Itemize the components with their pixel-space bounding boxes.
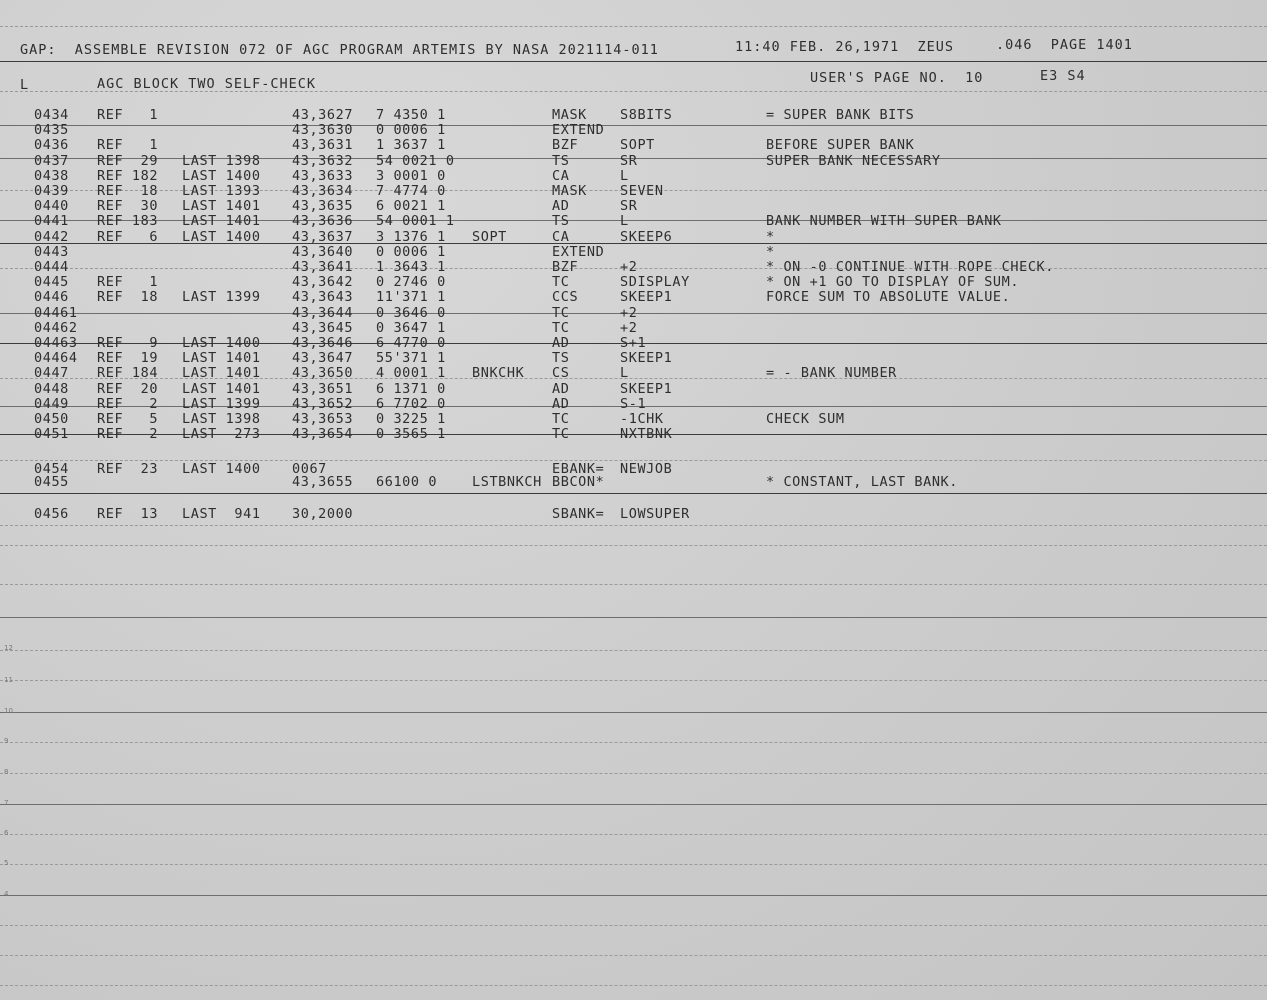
opcode: TC xyxy=(552,319,570,336)
ref-count: REF 1 xyxy=(97,107,159,123)
last-ref: LAST 1398 xyxy=(182,411,261,427)
comment: BANK NUMBER WITH SUPER BANK xyxy=(766,213,1002,230)
opcode: EXTEND xyxy=(552,122,605,139)
opcode: AD xyxy=(552,335,570,351)
line-number: 0443 xyxy=(34,243,69,260)
line-number: 0456 xyxy=(34,506,69,522)
address: 43,3651 xyxy=(292,380,354,397)
opcode: AD xyxy=(552,395,570,412)
address: 43,3644 xyxy=(292,304,354,321)
operand: +2 xyxy=(620,304,638,321)
operand: NXTBNK xyxy=(620,426,673,443)
address: 43,3654 xyxy=(292,426,354,443)
last-ref: LAST 1401 xyxy=(182,213,261,230)
ref-count: REF 13 xyxy=(97,506,159,522)
section-title: AGC BLOCK TWO SELF-CHECK xyxy=(97,76,317,92)
operand: L xyxy=(620,167,629,184)
opcode: TC xyxy=(552,274,570,291)
comment: BEFORE SUPER BANK xyxy=(766,137,915,154)
margin-number: 8 xyxy=(4,768,9,776)
line-number: 0434 xyxy=(34,107,69,123)
opcode: TC xyxy=(552,304,570,321)
operand: NEWJOB xyxy=(620,461,673,477)
margin-number: 6 xyxy=(4,829,9,837)
page-number: .046 PAGE 1401 xyxy=(996,37,1133,53)
object-code: 0 3646 0 xyxy=(376,304,446,321)
line-number: 0441 xyxy=(34,213,69,230)
ref-count: REF 18 xyxy=(97,183,159,199)
opcode: TS xyxy=(552,213,570,230)
address: 43,3637 xyxy=(292,228,354,245)
last-ref: LAST 1393 xyxy=(182,183,261,199)
address: 43,3650 xyxy=(292,365,354,382)
address: 43,3635 xyxy=(292,198,354,215)
line-number: 0454 xyxy=(34,461,69,477)
line-number: 0449 xyxy=(34,395,69,412)
operand: +2 xyxy=(620,259,638,275)
object-code: 6 4770 0 xyxy=(376,335,446,351)
address: 43,3631 xyxy=(292,137,354,154)
object-code: 3 0001 0 xyxy=(376,167,446,184)
opcode: CCS xyxy=(552,289,579,306)
object-code: 0 0006 1 xyxy=(376,122,446,139)
margin-number: 7 xyxy=(4,799,9,807)
last-ref: LAST 1399 xyxy=(182,289,261,306)
margin-number: 5 xyxy=(4,859,9,867)
opcode: SBANK= xyxy=(552,506,605,522)
line-number: 0450 xyxy=(34,411,69,427)
line-number: 0451 xyxy=(34,426,69,443)
comment: * ON -0 CONTINUE WITH ROPE CHECK. xyxy=(766,259,1055,275)
assembly-header: GAP: ASSEMBLE REVISION 072 OF AGC PROGRAM ARTEMIS BY NASA 2021114-011 xyxy=(20,42,659,58)
operand: SR xyxy=(620,152,638,169)
comment: * ON +1 GO TO DISPLAY OF SUM. xyxy=(766,274,1020,291)
operand: SDISPLAY xyxy=(620,274,690,291)
ref-count: REF 2 xyxy=(97,426,159,443)
opcode: BBCON* xyxy=(552,474,605,490)
line-number: 0435 xyxy=(34,122,69,139)
comment: * xyxy=(766,228,775,245)
last-ref: LAST 1401 xyxy=(182,365,261,382)
comment: = - BANK NUMBER xyxy=(766,365,897,382)
opcode: BZF xyxy=(552,137,579,154)
object-code: 7 4350 1 xyxy=(376,107,446,123)
margin-number: 10 xyxy=(4,707,13,715)
line-number: 0436 xyxy=(34,137,69,154)
object-code: 55'371 1 xyxy=(376,350,446,367)
operand: L xyxy=(620,213,629,230)
ref-count: REF 5 xyxy=(97,411,159,427)
ref-count: REF 20 xyxy=(97,380,159,397)
operand: L xyxy=(620,365,629,382)
operand: +2 xyxy=(620,319,638,336)
last-ref: LAST 1400 xyxy=(182,335,261,351)
object-code: 6 0021 1 xyxy=(376,198,446,215)
line-number: 0440 xyxy=(34,198,69,215)
object-code: 0 2746 0 xyxy=(376,274,446,291)
line-number: 0447 xyxy=(34,365,69,382)
line-number: 0439 xyxy=(34,183,69,199)
address: 43,3645 xyxy=(292,319,354,336)
address: 43,3646 xyxy=(292,335,354,351)
line-number: 04462 xyxy=(34,319,78,336)
object-code: 0 0006 1 xyxy=(376,243,446,260)
last-ref: LAST 941 xyxy=(182,506,261,522)
object-code: 1 3637 1 xyxy=(376,137,446,154)
last-ref: LAST 1400 xyxy=(182,461,261,477)
opcode: TC xyxy=(552,411,570,427)
address: 43,3653 xyxy=(292,411,354,427)
line-number: 0442 xyxy=(34,228,69,245)
address: 43,3633 xyxy=(292,167,354,184)
line-number: 0438 xyxy=(34,167,69,184)
operand: SEVEN xyxy=(620,183,664,199)
operand: LOWSUPER xyxy=(620,506,690,522)
operand: -1CHK xyxy=(620,411,664,427)
object-code: 0 3647 1 xyxy=(376,319,446,336)
object-code: 0 3225 1 xyxy=(376,411,446,427)
symbol-label: BNKCHK xyxy=(472,365,525,382)
listing-mark: L xyxy=(20,77,30,93)
opcode: TS xyxy=(552,152,570,169)
margin-number: 12 xyxy=(4,644,13,652)
comment: FORCE SUM TO ABSOLUTE VALUE. xyxy=(766,289,1011,306)
line-number: 0446 xyxy=(34,289,69,306)
last-ref: LAST 1400 xyxy=(182,228,261,245)
timestamp: 11:40 FEB. 26,1971 ZEUS xyxy=(735,39,955,55)
line-number: 04461 xyxy=(34,304,78,321)
address: 30,2000 xyxy=(292,506,354,522)
comment: * xyxy=(766,243,775,260)
ref-count: REF 18 xyxy=(97,289,159,306)
last-ref: LAST 1401 xyxy=(182,380,261,397)
operand: SKEEP1 xyxy=(620,289,673,306)
address: 43,3632 xyxy=(292,152,354,169)
line-number: 0448 xyxy=(34,380,69,397)
opcode: MASK xyxy=(552,183,587,199)
line-number: 0444 xyxy=(34,259,69,275)
margin-number: 11 xyxy=(4,676,13,684)
line-number: 0455 xyxy=(34,474,69,490)
margin-number: 9 xyxy=(4,737,9,745)
address: 43,3643 xyxy=(292,289,354,306)
ref-count: REF 1 xyxy=(97,137,159,154)
address: 43,3652 xyxy=(292,395,354,412)
opcode: AD xyxy=(552,380,570,397)
ref-count: REF 30 xyxy=(97,198,159,215)
object-code: 54 0001 1 xyxy=(376,213,455,230)
object-code: 11'371 1 xyxy=(376,289,446,306)
object-code: 6 1371 0 xyxy=(376,380,446,397)
ref-count: REF 29 xyxy=(97,152,159,169)
object-code: 3 1376 1 xyxy=(376,228,446,245)
address: 43,3630 xyxy=(292,122,354,139)
opcode: TC xyxy=(552,426,570,443)
address: 43,3642 xyxy=(292,274,354,291)
opcode: EBANK= xyxy=(552,461,605,477)
operand: SKEEP1 xyxy=(620,350,673,367)
opcode: CA xyxy=(552,167,570,184)
last-ref: LAST 1399 xyxy=(182,395,261,412)
ref-count: REF 6 xyxy=(97,228,159,245)
opcode: TS xyxy=(552,350,570,367)
object-code: 54 0021 0 xyxy=(376,152,455,169)
address: 43,3641 xyxy=(292,259,354,275)
comment: * CONSTANT, LAST BANK. xyxy=(766,474,959,490)
object-code: 6 7702 0 xyxy=(376,395,446,412)
last-ref: LAST 1398 xyxy=(182,152,261,169)
section-code: E3 S4 xyxy=(1040,68,1086,84)
operand: S8BITS xyxy=(620,107,673,123)
operand: SOPT xyxy=(620,137,655,154)
address: 43,3640 xyxy=(292,243,354,260)
last-ref: LAST 1400 xyxy=(182,167,261,184)
object-code: 1 3643 1 xyxy=(376,259,446,275)
comment: CHECK SUM xyxy=(766,411,845,427)
ref-count: REF 1 xyxy=(97,274,159,291)
ref-count: REF 184 xyxy=(97,365,159,382)
comment: SUPER BANK NECESSARY xyxy=(766,152,941,169)
operand: SR xyxy=(620,198,638,215)
comment: = SUPER BANK BITS xyxy=(766,107,915,123)
address: 43,3634 xyxy=(292,183,354,199)
opcode: MASK xyxy=(552,107,587,123)
symbol-label: LSTBNKCH xyxy=(472,474,542,490)
line-number: 0445 xyxy=(34,274,69,291)
line-number: 04464 xyxy=(34,350,78,367)
last-ref: LAST 273 xyxy=(182,426,261,443)
opcode: CS xyxy=(552,365,570,382)
line-number: 0437 xyxy=(34,152,69,169)
operand: S+1 xyxy=(620,335,647,351)
ref-count: REF 182 xyxy=(97,167,159,184)
opcode: AD xyxy=(552,198,570,215)
last-ref: LAST 1401 xyxy=(182,198,261,215)
address: 43,3627 xyxy=(292,107,354,123)
symbol-label: SOPT xyxy=(472,228,507,245)
opcode: CA xyxy=(552,228,570,245)
ref-count: REF 19 xyxy=(97,350,159,367)
object-code: 66100 0 xyxy=(376,474,438,490)
ref-count: REF 183 xyxy=(97,213,159,230)
object-code: 7 4774 0 xyxy=(376,183,446,199)
operand: SKEEP6 xyxy=(620,228,673,245)
object-code: 0 3565 1 xyxy=(376,426,446,443)
opcode: EXTEND xyxy=(552,243,605,260)
address: 0067 xyxy=(292,461,327,477)
address: 43,3636 xyxy=(292,213,354,230)
line-number: 04463 xyxy=(34,335,78,351)
object-code: 4 0001 1 xyxy=(376,365,446,382)
address: 43,3655 xyxy=(292,474,354,490)
ref-count: REF 2 xyxy=(97,395,159,412)
users-page-number: USER'S PAGE NO. 10 xyxy=(810,70,984,86)
ref-count: REF 23 xyxy=(97,461,159,477)
opcode: BZF xyxy=(552,259,579,275)
last-ref: LAST 1401 xyxy=(182,350,261,367)
operand: S-1 xyxy=(620,395,647,412)
margin-number: 4 xyxy=(4,890,9,898)
address: 43,3647 xyxy=(292,350,354,367)
operand: SKEEP1 xyxy=(620,380,673,397)
ref-count: REF 9 xyxy=(97,335,159,351)
